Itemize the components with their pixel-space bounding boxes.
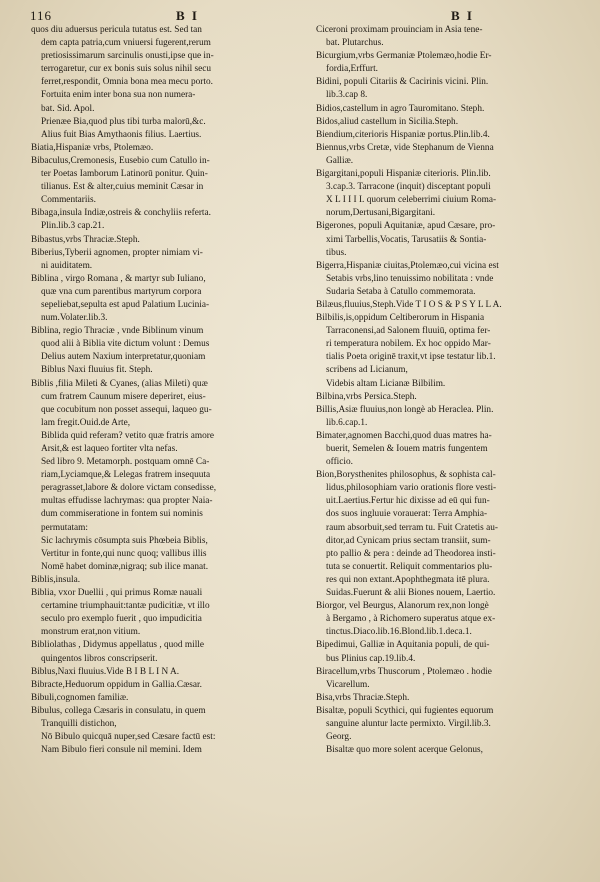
text-line: fordia,Erffurt. — [326, 64, 378, 75]
text-line: Bibaculus,Cremonesis, Eusebio cum Catullo in- — [31, 155, 210, 166]
text-line: Bipedimui, Galliæ in Aquitania populi, de qui- — [316, 640, 490, 651]
text-line: Biennus,vrbs Cretæ, vide Stephanum de Vienna — [316, 142, 494, 153]
text-line: Bisa,vrbs Thraciæ.Steph. — [316, 692, 410, 703]
text-line: Bigerones, populi Aquitaniæ, apud Cæsare, pro- — [316, 221, 496, 232]
text-line: Bisaltæ quo more solent acerque Gelonus, — [326, 745, 483, 756]
text-line: Billis,Asiæ fluuius,non longè ab Heraclea. Plin. — [316, 404, 494, 415]
text-line: Suidas.Fuerunt & alii Biones nouem, Laertio. — [326, 588, 496, 599]
text-line: Bibaga,insula Indiæ,ostreis & conchyliis referta. — [31, 208, 211, 219]
text-line: Biblis ,filia Mileti & Cyanes, (alias Mileti) quæ — [31, 378, 208, 389]
text-line: Prienæe Bia,quod plus tibi turba malorū,&c. — [41, 116, 206, 127]
text-line: Biblis,insula. — [31, 574, 81, 585]
text-line: cum fratrem Caunum misere deperiret, eius- — [41, 391, 206, 402]
text-line: ferret,respondit, Omnia bona mea mecu porto. — [41, 77, 213, 88]
text-line: Tarraconensi,ad Salonem fluuiū, optima fer- — [326, 326, 491, 337]
text-line: ri temperatura nobilem. Ex hoc oppido Mar- — [326, 339, 491, 350]
text-line: Biblida quid referam? vetito quæ fratris amore — [41, 430, 214, 441]
text-line: bat. Plutarchus. — [326, 38, 384, 49]
text-line: à Bergamo , à Richomero superatus atque ex- — [326, 614, 496, 625]
text-line: Bion,Borysthenites philosophus, & sophista cal- — [316, 470, 496, 481]
text-line: quos diu aduersus pericula tutatus est. Sed tan — [31, 25, 202, 35]
text-line: Bidini, populi Citariis & Cacirinis vicini. Plin. — [316, 77, 489, 88]
text-line: 3.cap.3. Tarracone (inquit) disceptant populi — [326, 182, 491, 193]
text-line: Biblus Naxi fluuius fit. Steph. — [41, 365, 153, 376]
text-line: Bibracte,Heduorum oppidum in Gallia.Cæsar. — [31, 679, 202, 690]
text-line: Bimater,agnomen Bacchi,quod duas matres ha- — [316, 430, 492, 441]
text-line: lidus,philosophiam vario orationis flore vesti- — [326, 483, 497, 494]
text-line: Commentariis. — [41, 195, 97, 206]
text-line: Georg. — [326, 732, 352, 743]
text-line: Nō Bibulo quicquā nuper,sed Cæsare factū est: — [41, 732, 216, 743]
text-line: quod alii à Biblia vite dictum volunt : Demus — [41, 339, 210, 350]
text-line: uit.Laertius.Fertur hic dixisse ad eū qui fun- — [326, 496, 490, 507]
text-line: Biblia, vxor Duellii , qui primus Romæ nauali — [31, 588, 203, 599]
text-line: Biorgor, vel Beurgus, Alanorum rex,non longè — [316, 601, 489, 612]
text-line: Bibulus, collega Cæsaris in consulatu, in quem — [31, 705, 206, 716]
text-line: Delius autem Naxium interpretatur,quoniam — [41, 352, 206, 363]
text-line: scribens ad Licianum, — [326, 365, 408, 376]
text-line: Tranquilli distichon, — [41, 718, 117, 729]
text-line: quingentos libros conscripserit. — [41, 653, 158, 664]
text-line: dem capta patria,cum vniuersi fugerent,rerum — [41, 38, 211, 49]
text-line: ximi Tarbellis,Vocatis, Tarusatiis & Sontia- — [326, 234, 487, 245]
text-line: sepeliebat,sepulta est apud Palatium Lucinia- — [41, 299, 210, 310]
text-line: Biblina , virgo Romana , & martyr sub Iuliano, — [31, 273, 206, 284]
text-line: pretiosissimarum sarcinulis onusti,ipse que in- — [41, 51, 214, 62]
text-line: lib.6.cap.1. — [326, 417, 368, 428]
text-line: Sed libro 9. Metamorph. postquam omnē Ca- — [41, 457, 210, 468]
text-line: Plin.lib.3 cap.21. — [41, 221, 105, 232]
text-line: lam fregit.Ouid.de Arte, — [41, 417, 131, 428]
text-line: tuta se conuertit. Reliquit commentarios plu- — [326, 561, 493, 572]
text-line: Bisaltæ, populi Scythici, qui fugientes equorum — [316, 705, 494, 716]
text-line: sanguine aluntur lacte permixto. Virgil.lib.3. — [326, 718, 491, 729]
text-line: Bigargitani,populi Hispaniæ citerioris. Plin.lib. — [316, 169, 491, 180]
text-line: pto pallio & pera : deinde ad Theodorea insti- — [326, 548, 496, 559]
text-line: tialis Poeta originē traxit,vt ipse testatur lib.1. — [326, 352, 496, 363]
text-line: X L I I I I. quorum celeberrimi ciuium Roma- — [326, 195, 497, 206]
text-line: Sudaria Setaba à Catullo commemorata. — [326, 286, 476, 297]
text-line: Bidios,castellum in agro Tauromitano. Steph. — [316, 103, 485, 114]
text-line: dos suos ingluuie vorauerat: Terra Amphia- — [326, 509, 488, 520]
text-line: peragrasset,labore & dolore victam consedisse, — [41, 483, 217, 494]
text-line: monstrum erat,non vitium. — [41, 627, 141, 638]
right-column — [316, 24, 586, 757]
text-line: Vicarellum. — [326, 679, 370, 690]
text-line: Biracellum,vrbs Thuscorum , Ptolemæo . hodie — [316, 666, 492, 677]
text-line: Setabis vrbs,lino tenuissimo nobilitata : vnde — [326, 273, 494, 284]
text-line: Alius fuit Bias Amythaonis filius. Laertius. — [41, 129, 202, 140]
text-line: tilianus. Est & alter,cuius meminit Cæsar in — [41, 182, 204, 193]
left-column — [31, 24, 303, 757]
running-head-left: B I — [176, 8, 199, 23]
text-line: multas effudisse lachrymas: qua propter Naia- — [41, 496, 213, 507]
text-line: Bilbilis,is,oppidum Celtiberorum in Hispania — [316, 313, 485, 324]
text-line: Galliæ. — [326, 155, 354, 166]
text-line: Biatia,Hispaniæ vrbs, Ptolemæo. — [31, 142, 154, 153]
text-line: Bilæus,fluuius,Steph.Vide T I O S & P S Y L L A. — [316, 299, 502, 310]
text-line: Arsit,& est laqueo fortiter vlta nefas. — [41, 444, 178, 454]
text-line: Bidos,aliud castellum in Sicilia.Steph. — [316, 116, 459, 127]
text-line: Bibliolathas , Didymus appellatus , quod mille — [31, 640, 205, 651]
text-line: res qui non extant.Apophthegmata itē plura. — [326, 574, 490, 585]
text-line: ter Poetas Iamborum Latinorū ponitur. Quin- — [41, 169, 208, 180]
text-line: tibus. — [326, 247, 347, 258]
running-head-right: B I — [451, 8, 474, 23]
text-line: Bicurgium,vrbs Germaniæ Ptolemæo,hodie Er- — [316, 51, 492, 62]
text-line: tinctus.Diaco.lib.16.Blond.lib.1.deca.1. — [326, 627, 472, 638]
text-line: ni auiditatem. — [41, 260, 93, 271]
text-line: raum absorbuit,sed terram tu. Fuit Cratetis au- — [326, 522, 498, 533]
page-number: 116 — [30, 8, 53, 23]
text-line: bat. Sid. Apol. — [41, 103, 95, 114]
text-line: num.Volater.lib.3. — [41, 313, 108, 324]
text-line: seculo pro exemplo fuerit , quo impudicitia — [41, 614, 202, 625]
text-line: dum commiseratione in fontem sui nominis — [41, 509, 203, 520]
text-line: norum,Dertusani,Bigargitani. — [326, 208, 436, 219]
text-line: Fortuita enim inter bona sua non numera- — [41, 90, 196, 101]
text-line: que cocubitum non posset assequi, laqueo gu- — [41, 404, 212, 415]
text-line: terrogaretur, cur ex bonis suis solus nihil secu — [41, 64, 212, 75]
text-line: Bilbina,vrbs Persica.Steph. — [316, 391, 417, 402]
text-line: ditor,ad Cynicam prius sectam transiit, sum- — [326, 535, 491, 546]
text-line: Biendium,citerioris Hispaniæ portus.Plin.lib.4. — [316, 129, 490, 140]
text-line: lib.3.cap 8. — [326, 90, 368, 101]
text-line: buerit, Semelen & Iouem matris fungentem — [326, 444, 488, 454]
text-line: quæ vna cum parentibus martyrum corpora — [41, 286, 202, 297]
text-line: Bigerra,Hispaniæ ciuitas,Ptolemæo,cui vicina est — [316, 260, 499, 271]
text-line: Ciceroni proximam prouinciam in Asia tene- — [316, 25, 483, 35]
text-line: Videbis altam Licianæ Bilbilim. — [326, 378, 446, 389]
text-line: Bibuli,cognomen familiæ. — [31, 692, 129, 703]
text-line: Biblina, regio Thraciæ , vnde Biblinum vinum — [31, 326, 204, 337]
text-line: Bibastus,vrbs Thraciæ.Steph. — [31, 234, 140, 245]
text-line: permutatam: — [41, 522, 88, 533]
text-line: bus Plinius cap.19.lib.4. — [326, 653, 416, 664]
text-line: riam,Lyciamque,& Lelegas fratrem insequuta — [41, 470, 211, 481]
text-line: Sic lachrymis cōsumpta suis Phœbeia Biblis, — [41, 535, 208, 546]
text-line: Biblus,Naxi fluuius.Vide B I B L I N A. — [31, 666, 180, 677]
text-line: Vertitur in fonte,qui nunc quoq; vallibus illis — [41, 548, 207, 559]
text-line: Biberius,Tyberii agnomen, propter nimiam vi- — [31, 247, 203, 258]
text-line: Nam Bibulo fieri consule nil memini. Idem — [41, 745, 202, 756]
text-line: certamine triumphauit:tantæ pudicitiæ, vt illo — [41, 601, 210, 612]
text-line: Nomē habet dominæ,nigraq; sub ilice manat. — [41, 561, 209, 572]
text-line: officio. — [326, 457, 353, 468]
